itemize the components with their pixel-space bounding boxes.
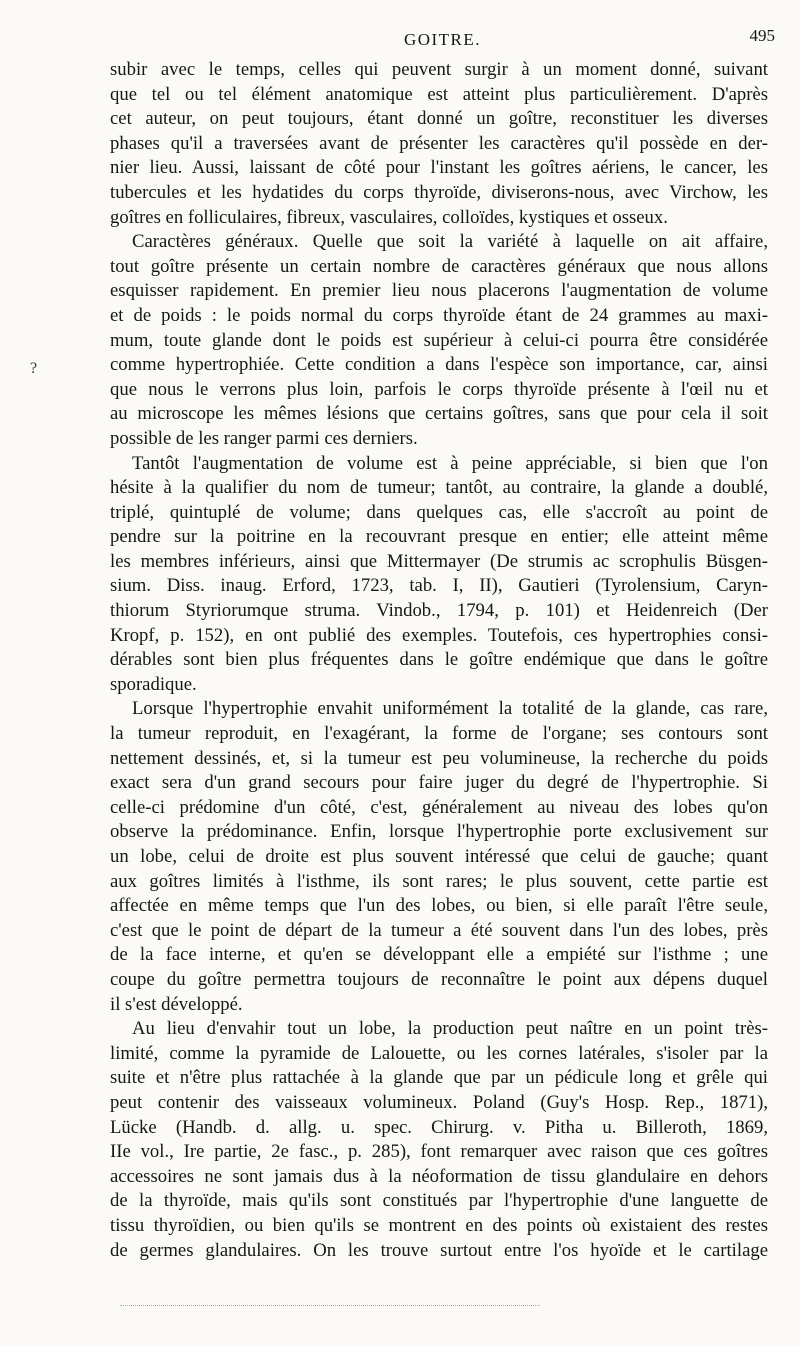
text-line: que nous le verrons plus loin, parfois le corps thyroïde présente à l'œil nu et [110, 378, 768, 400]
text-line: aux goîtres limités à l'isthme, ils sont rares; le plus souvent, cette partie est [110, 870, 768, 892]
running-title: GOITRE. [403, 30, 482, 49]
body-text [110, 58, 768, 1263]
text-line: triplé, quintuplé de volume; dans quelques cas, elle s'accroît au point de [110, 501, 768, 523]
text-line: coupe du goître permettra toujours de reconnaître le point aux dépens duquel [110, 968, 768, 990]
text-line: pendre sur la poitrine en la recouvrant presque en entier; elle atteint même [110, 526, 768, 548]
text-line: mum, toute glande dont le poids est supérieur à celui-ci pourra être considérée [110, 329, 768, 351]
paragraph-2 [110, 230, 768, 451]
text-line: un lobe, celui de droite est plus souvent intéressé que celui de gauche; quant [110, 846, 768, 867]
text-line: dérables sont bien plus fréquentes dans le goître endémique que dans le goître [110, 649, 768, 671]
text-line: Lorsque l'hypertrophie envahit uniformément la totalité de la glande, cas rare, [132, 698, 768, 720]
text-line: comme hypertrophiée. Cette condition a dans l'espèce son importance, car, ainsi [110, 354, 768, 376]
paragraph-5 [110, 1017, 768, 1263]
text-line: tout goître présente un certain nombre de caractères généraux que nous allons [110, 255, 768, 277]
text-line: de germes glandulaires. On les trouve surtout entre l'os hyoïde et le cartilage [110, 1239, 768, 1261]
text-line: tubercules et les hydatides du corps thyroïde, diviserons-nous, avec Virchow, les [110, 181, 768, 203]
text-line: sporadique. [110, 673, 197, 695]
page-header [110, 16, 775, 56]
text-line: celle-ci prédomine d'un côté, c'est, généralement au niveau des lobes qu'on [110, 796, 768, 818]
text-line: les membres inférieurs, ainsi que Mittermayer (De strumis ac scrophulis Büsgen- [110, 550, 768, 572]
text-line: exact sera d'un grand secours pour faire juger du degré de l'hypertrophie. Si [110, 772, 768, 794]
text-line: thiorum Styriorumque struma. Vindob., 1794, p. 101) et Heidenreich (Der [110, 600, 768, 622]
text-line: Caractères généraux. Quelle que soit la variété à laquelle on ait affaire, [132, 231, 768, 253]
text-line: phases qu'il a traversées avant de présenter les caractères qu'il possède en der- [110, 132, 768, 154]
margin-note: ? [30, 360, 38, 377]
text-line: tissu thyroïdien, ou bien qu'ils se montrent en des points où existaient des restes [110, 1214, 768, 1236]
text-line: peut contenir des vaisseaux volumineux. Poland (Guy's Hosp. Rep., 1871), [110, 1091, 768, 1113]
text-line: observe la prédominance. Enfin, lorsque l'hypertrophie porte exclusivement sur [110, 821, 768, 843]
text-line: Au lieu d'envahir tout un lobe, la production peut naître en un point très- [132, 1018, 768, 1040]
text-line: Kropf, p. 152), en ont publié des exemples. Toutefois, ces hypertrophies consi- [110, 624, 768, 646]
text-line: il s'est développé. [110, 993, 243, 1015]
text-line: au microscope les mêmes lésions que certains goîtres, sans que pour cela il soit [110, 403, 768, 425]
page-number: 495 [749, 26, 775, 45]
text-line: limité, comme la pyramide de Lalouette, ou les cornes latérales, s'isoler par la [110, 1042, 768, 1064]
text-line: et de poids : le poids normal du corps thyroïde étant de 24 grammes au maxi- [110, 304, 768, 326]
text-line: de la thyroïde, mais qu'ils sont constitués par l'hypertrophie d'une languette de [110, 1190, 768, 1212]
text-line: c'est que le point de départ de la tumeur a été souvent dans l'un des lobes, près [110, 919, 768, 941]
text-line: possible de les ranger parmi ces derniers. [110, 427, 418, 449]
text-line: suite et n'être plus rattachée à la glande que par un pédicule long et grêle qui [110, 1067, 768, 1089]
paragraph-4 [110, 697, 768, 1017]
paragraph-3 [110, 452, 768, 698]
text-line: que tel ou tel élément anatomique est atteint plus particulièrement. D'après [110, 83, 768, 105]
text-line: Tantôt l'augmentation de volume est à peine appréciable, si bien que l'on [132, 452, 768, 474]
text-line: la tumeur reproduit, en l'exagérant, la forme de l'organe; ses contours sont [110, 723, 768, 745]
text-line: cet auteur, on peut toujours, étant donné un goître, reconstituer les diverses [110, 108, 768, 130]
text-line: affectée en même temps que l'un des lobes, ou bien, si elle paraît l'être seule, [110, 895, 768, 917]
text-line: hésite à la qualifier du nom de tumeur; tantôt, au contraire, la glande a doublé, [110, 477, 768, 499]
text-line: Lücke (Handb. d. allg. u. spec. Chirurg. v. Pitha u. Billeroth, 1869, [110, 1116, 768, 1138]
text-line: nier lieu. Aussi, laissant de côté pour l'instant les goîtres aériens, le cancer, les [110, 157, 768, 179]
text-line: de la face interne, et qu'en se développant elle a empiété sur l'isthme ; une [110, 944, 768, 966]
text-line: esquisser rapidement. En premier lieu nous placerons l'augmentation de volume [110, 280, 768, 302]
text-line: goîtres en folliculaires, fibreux, vasculaires, colloïdes, kystiques et osseux. [110, 206, 668, 228]
paragraph-1 [110, 58, 768, 230]
text-line: accessoires ne sont jamais dus à la néoformation de tissu glandulaire en dehors [110, 1165, 768, 1187]
text-line: nettement dessinés, et, si la tumeur est peu volumineuse, la recherche du poids [110, 747, 768, 769]
page-bottom-rule [120, 1305, 540, 1310]
text-line: subir avec le temps, celles qui peuvent surgir à un moment donné, suivant [110, 59, 768, 80]
text-line: IIe vol., Ire partie, 2e fasc., p. 285), font remarquer avec raison que ces goîtres [110, 1141, 768, 1163]
text-line: sium. Diss. inaug. Erford, 1723, tab. I, II), Gautieri (Tyrolensium, Caryn- [110, 575, 768, 597]
